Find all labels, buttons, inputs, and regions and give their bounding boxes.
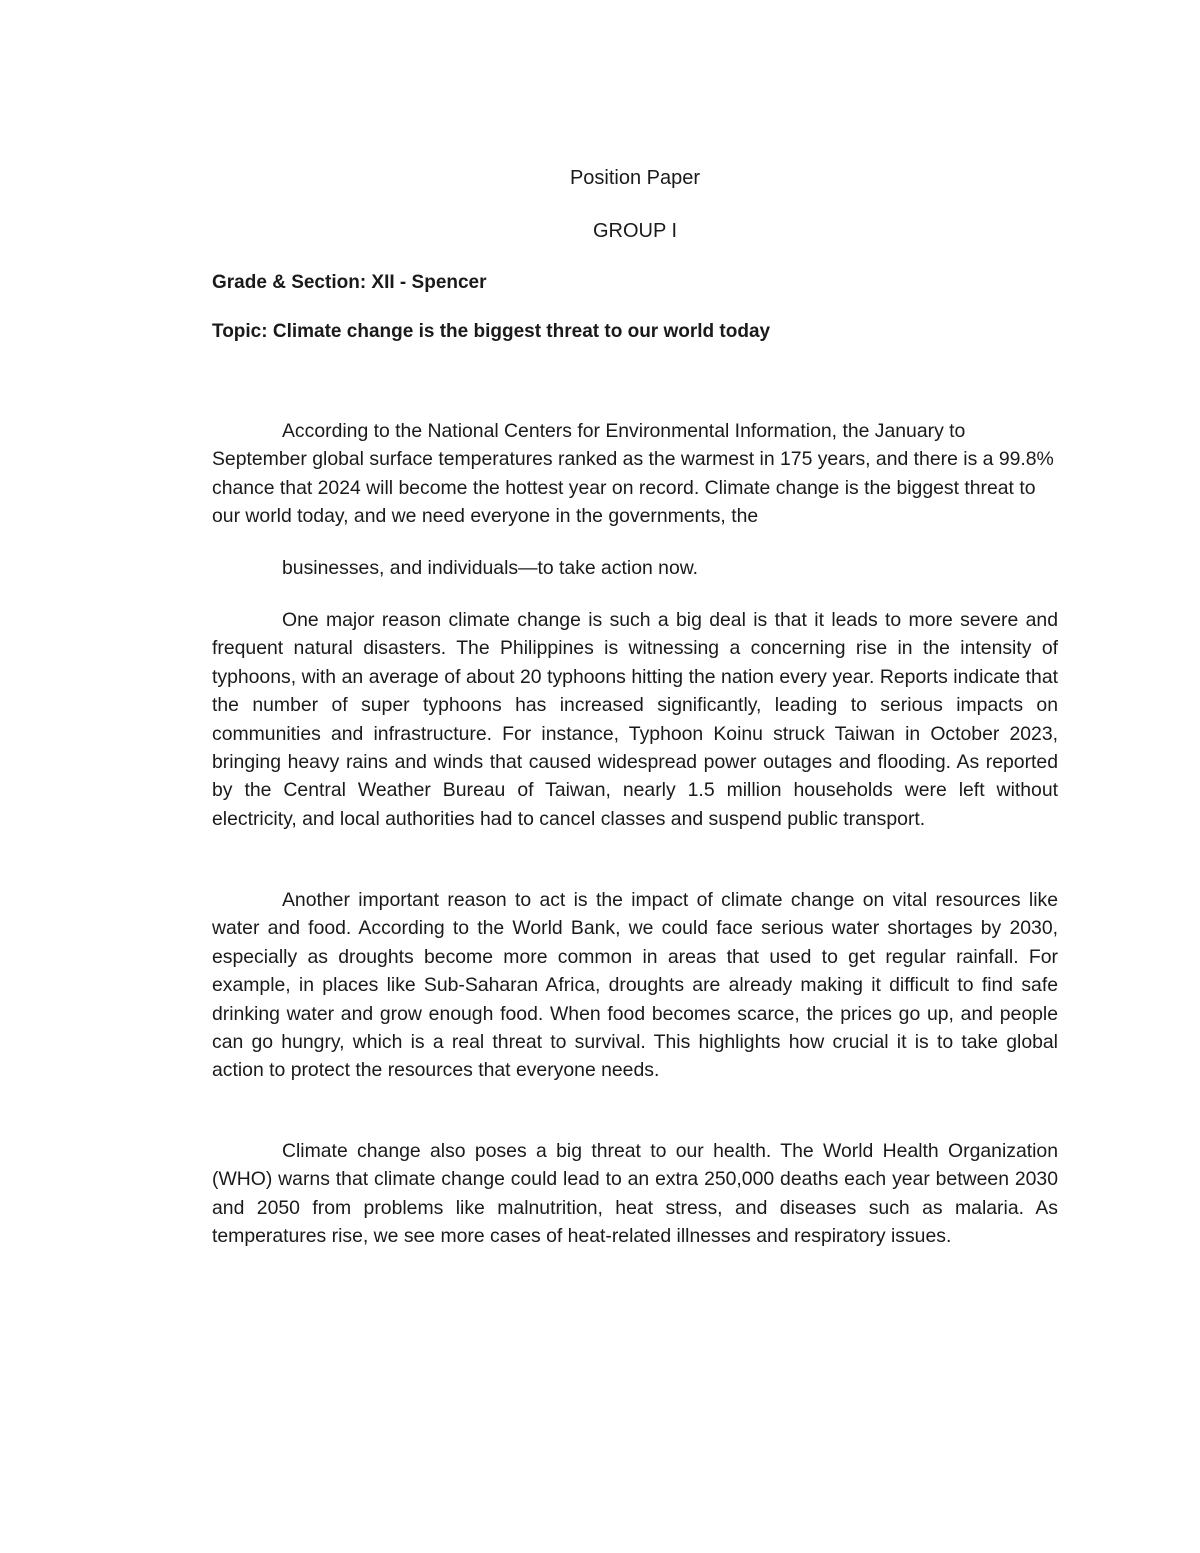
- paragraph-vital-resources: Another important reason to act is the impact of climate change on vital resources like water and food. According to the World Bank, we could face serious water shortages by 2030, especially as droughts become more common in areas that used to get regular rainfall. For example, in places like Sub-Saharan Africa, droughts are already making it difficult to find safe drinking water and grow enough food. When food becomes scarce, the prices go up, and people can go hungry, which is a real threat to survival. This highlights how crucial it is to take global action to protect the resources that everyone needs.: [212, 889, 1058, 1082]
- document-title: Position Paper: [569, 167, 701, 189]
- group-label: GROUP I: [592, 220, 678, 242]
- paragraph-introduction-continued: businesses, and individuals—to take action now.: [282, 557, 699, 579]
- paragraph-health-threat: Climate change also poses a big threat to our health. The World Health Organization (WHO) warns that climate change could lead to an extra 250,000 deaths each year between 2030 and 2050 from problems like malnutrition, heat stress, and diseases such as malaria. As temperatures rise, we see more cases of heat-related illnesses and respiratory issues.: [212, 1140, 1058, 1248]
- topic-line: Topic: Climate change is the biggest threat to our world today: [212, 321, 771, 342]
- paragraph-introduction: According to the National Centers for Environmental Information, the January to September global surface temperatures ranked as the warmest in 175 years, and there is a 99.8% chance that 2024 will become the hottest year on record. Climate change is the biggest threat to our world today, and we need everyone in the governments, the: [212, 420, 1054, 528]
- grade-section-line: Grade & Section: XII - Spencer: [212, 272, 487, 293]
- paragraph-natural-disasters: One major reason climate change is such a big deal is that it leads to more severe and frequent natural disasters. The Philippines is witnessing a concerning rise in the intensity of typhoons, with an average of about 20 typhoons hitting the nation every year. Reports indicate that the number of super typhoons has increased significantly, leading to serious impacts on communities and infrastructure. For instance, Typhoon Koinu struck Taiwan in October 2023, bringing heavy rains and winds that caused widespread power outages and flooding. As reported by the Central Weather Bureau of Taiwan, nearly 1.5 million households were left without electricity, and local authorities had to cancel classes and suspend public transport.: [212, 609, 1058, 830]
